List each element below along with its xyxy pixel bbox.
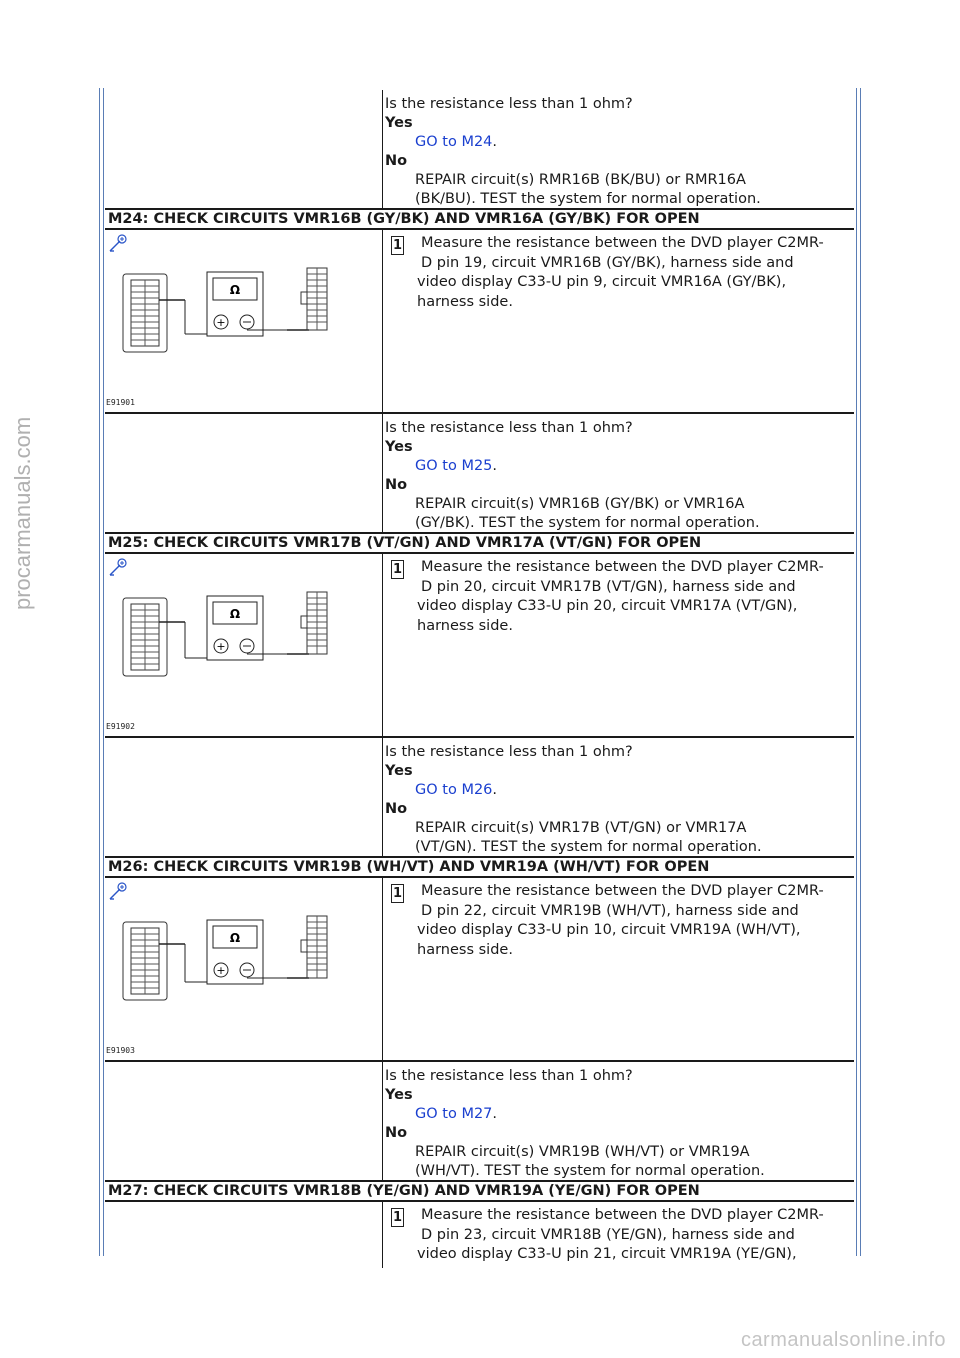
qa-body	[385, 743, 850, 857]
wiring-diagram	[117, 908, 347, 1018]
no-action-line-2: (VT/GN). TEST the system for normal operation.	[415, 839, 762, 855]
zoom-icon[interactable]	[108, 557, 128, 577]
wiring-diagram	[117, 584, 347, 694]
page-rule-right-outer	[860, 88, 861, 1256]
section-header-m24: M24: CHECK CIRCUITS VMR16B (GY/BK) AND VMR16A (GY/BK) FOR OPEN	[105, 210, 854, 230]
figure-cell	[105, 230, 383, 412]
qa-block	[105, 738, 854, 858]
yes-action: GO to M26.	[415, 782, 498, 798]
step-instruction: Measure the resistance between the DVD player C2MR- D pin 23, circuit VMR18B (YE/GN), harness side and video display C33-U pin 21, circuit VMR19A (YE/GN),	[417, 1207, 824, 1262]
step-number: 1	[392, 238, 403, 253]
yes-action: GO to M24.	[415, 134, 498, 150]
ohm-symbol: Ω	[229, 931, 241, 945]
no-action-line-1: REPAIR circuit(s) VMR17B (VT/GN) or VMR17A	[415, 820, 747, 836]
wiring-diagram	[117, 260, 347, 370]
question-text: Is the resistance less than 1 ohm?	[385, 1068, 633, 1084]
step-block	[105, 878, 854, 1062]
goto-link[interactable]: GO to M27	[415, 1106, 493, 1122]
question-text: Is the resistance less than 1 ohm?	[385, 96, 633, 112]
qa-body	[385, 419, 850, 533]
qa-body	[385, 95, 850, 209]
no-action-line-2: (WH/VT). TEST the system for normal operation.	[415, 1163, 765, 1179]
no-label: No	[385, 1125, 408, 1141]
qa-left-cell	[105, 738, 383, 856]
no-action-line-1: REPAIR circuit(s) RMR16B (BK/BU) or RMR16A	[415, 172, 746, 188]
zoom-icon[interactable]	[108, 881, 128, 901]
svg-text:+: +	[216, 964, 226, 977]
no-action-line-2: (BK/BU). TEST the system for normal operation.	[415, 191, 761, 207]
page-rule-left-inner	[103, 88, 104, 1256]
no-label: No	[385, 477, 408, 493]
goto-link[interactable]: GO to M25	[415, 458, 493, 474]
ohm-symbol: Ω	[229, 283, 241, 297]
ohm-symbol: Ω	[229, 607, 241, 621]
figure-cell	[105, 878, 383, 1060]
qa-block	[105, 1062, 854, 1182]
step-number: 1	[392, 886, 403, 901]
qa-body	[385, 1067, 850, 1181]
section-header-m27: M27: CHECK CIRCUITS VMR18B (YE/GN) AND VMR19A (YE/GN) FOR OPEN	[105, 1182, 854, 1202]
question-text: Is the resistance less than 1 ohm?	[385, 744, 633, 760]
yes-action: GO to M25.	[415, 458, 498, 474]
qa-block	[105, 90, 854, 210]
no-action-line-1: REPAIR circuit(s) VMR19B (WH/VT) or VMR19A	[415, 1144, 750, 1160]
figure-code: E91901	[106, 398, 135, 407]
figure-code: E91903	[106, 1046, 135, 1055]
step-number: 1	[392, 562, 403, 577]
no-action-line-2: (GY/BK). TEST the system for normal operation.	[415, 515, 760, 531]
svg-text:+: +	[216, 316, 226, 329]
step-instruction: Measure the resistance between the DVD player C2MR- D pin 22, circuit VMR19B (WH/VT), harness side and video display C33-U pin 10, circuit VMR19A (WH/VT), harness side.	[417, 883, 824, 958]
section-header-m25: M25: CHECK CIRCUITS VMR17B (VT/GN) AND VMR17A (VT/GN) FOR OPEN	[105, 534, 854, 554]
yes-action: GO to M27.	[415, 1106, 498, 1122]
section-header-m26: M26: CHECK CIRCUITS VMR19B (WH/VT) AND VMR19A (WH/VT) FOR OPEN	[105, 858, 854, 878]
qa-left-cell	[105, 1062, 383, 1180]
step-block	[105, 554, 854, 738]
qa-left-cell	[105, 414, 383, 532]
qa-left-cell	[105, 90, 383, 208]
step-instruction: Measure the resistance between the DVD player C2MR- D pin 19, circuit VMR16B (GY/BK), harness side and video display C33-U pin 9, circuit VMR16A (GY/BK), harness side.	[417, 235, 824, 310]
figure-cell	[105, 1202, 383, 1268]
qa-block	[105, 414, 854, 534]
no-label: No	[385, 801, 408, 817]
no-action-line-1: REPAIR circuit(s) VMR16B (GY/BK) or VMR16A	[415, 496, 745, 512]
question-text: Is the resistance less than 1 ohm?	[385, 420, 633, 436]
yes-label: Yes	[385, 115, 413, 131]
no-label: No	[385, 153, 408, 169]
yes-label: Yes	[385, 439, 413, 455]
step-block	[105, 230, 854, 414]
yes-label: Yes	[385, 763, 413, 779]
figure-cell	[105, 554, 383, 736]
procedure-content	[105, 90, 854, 1268]
page-rule-right-inner	[856, 88, 857, 1256]
step-instruction: Measure the resistance between the DVD player C2MR- D pin 20, circuit VMR17B (VT/GN), harness side and video display C33-U pin 20, circuit VMR17A (VT/GN), harness side.	[417, 559, 824, 634]
side-watermark: procarmanuals.com	[10, 416, 35, 610]
goto-link[interactable]: GO to M26	[415, 782, 493, 798]
figure-code: E91902	[106, 722, 135, 731]
svg-text:+: +	[216, 640, 226, 653]
footer-watermark: carmanualsonline.info	[740, 1329, 946, 1351]
step-number: 1	[392, 1210, 403, 1225]
zoom-icon[interactable]	[108, 233, 128, 253]
page-rule-left-outer	[99, 88, 100, 1256]
goto-link[interactable]: GO to M24	[415, 134, 493, 150]
yes-label: Yes	[385, 1087, 413, 1103]
step-block	[105, 1202, 854, 1268]
